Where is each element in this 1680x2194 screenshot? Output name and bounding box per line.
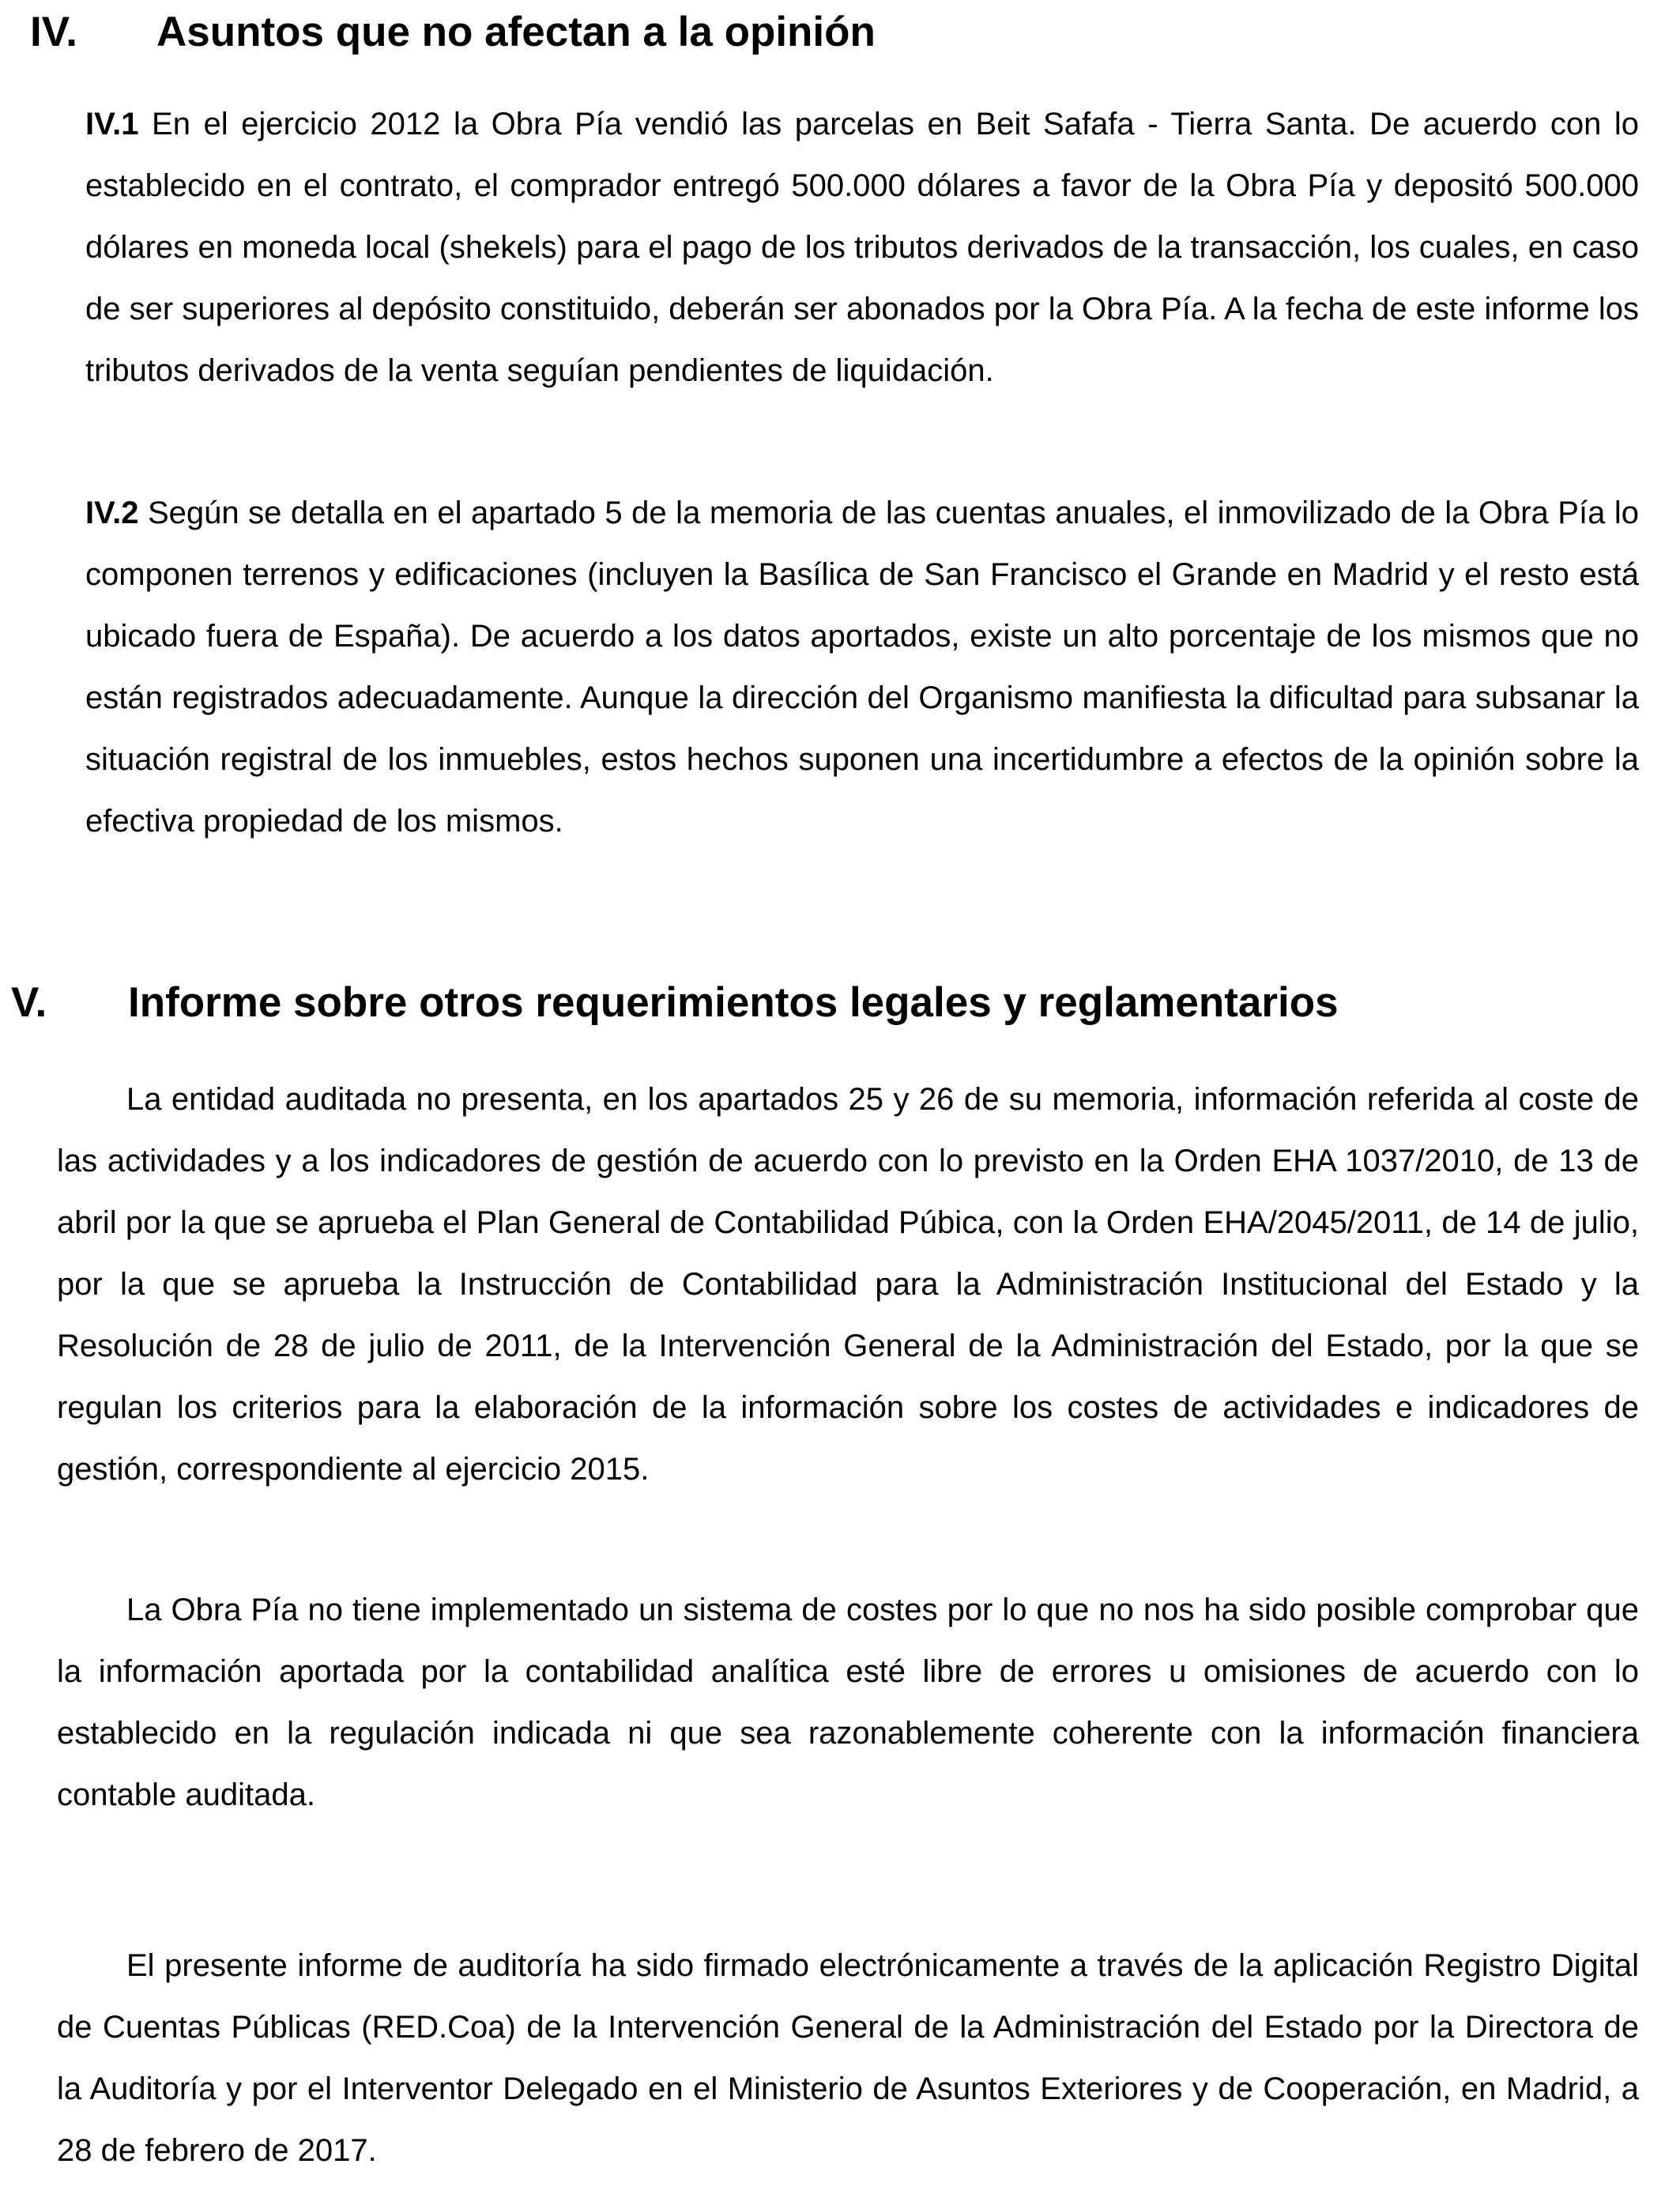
section-iv-item-1	[85, 93, 1639, 401]
item-text: En el ejercicio 2012 la Obra Pía vendió las parcelas en Beit Safafa - Tierra Santa. De acuerdo con lo establecido en el contrato, el comprador entregó 500.000 dólares a favor de la Obra Pía y depositó 500.000 dólares en moneda local (shekels) para el pago de los tributos derivados de la transacción, los cuales, en caso de ser superiores al depósito constituido, deberán ser abonados por la Obra Pía. A la fecha de este informe los tributos derivados de la venta seguían pendientes de liquidación.	[85, 107, 1639, 388]
section-v-heading	[11, 979, 1591, 1029]
item-text: Según se detalla en el apartado 5 de la memoria de las cuentas anuales, el inmovilizado de la Obra Pía lo componen terrenos y edificaciones (incluyen la Basílica de San Francisco el Grande en Madrid y el resto está ubicado fuera de España). De acuerdo a los datos aportados, existe un alto porcentaje de los mismos que no están registrados adecuadamente. Aunque la dirección del Organismo manifiesta la dificultad para subsanar la situación registral de los inmuebles, estos hechos suponen una incertidumbre a efectos de la opinión sobre la efectiva propiedad de los mismos.	[85, 496, 1639, 839]
item-label: IV.1	[85, 107, 139, 141]
section-v-title: Informe sobre otros requerimientos legales y reglamentarios	[128, 979, 1339, 1026]
section-iv-heading	[30, 11, 1373, 58]
section-iv-item-2	[85, 482, 1639, 852]
closing-paragraph: El presente informe de auditoría ha sido firmado electrónicamente a través de la aplicación Registro Digital de Cuentas Públicas (RED.Coa) de la Intervención General de la Administración del Estado por la Directora de la Auditoría y por el Interventor Delegado en el Ministerio de Asuntos Exteriores y de Cooperación, en Madrid, a 28 de febrero de 2017.	[57, 1948, 1639, 2168]
section-v-paragraph-2: La Obra Pía no tiene implementado un sistema de costes por lo que no nos ha sido posible comprobar que la información aportada por la contabilidad analítica esté libre de errores u omisiones de acuerdo con lo establecido en la regulación indicada ni que sea razonablemente coherente con la información financiera contable auditada.	[57, 1593, 1639, 1812]
item-label: IV.2	[85, 496, 139, 530]
section-v-paragraph-1: La entidad auditada no presenta, en los apartados 25 y 26 de su memoria, información referida al coste de las actividades y a los indicadores de gestión de acuerdo con lo previsto en la Orden EHA 1037/2010, de 13 de abril por la que se aprueba el Plan General de Contabilidad Púbica, con la Orden EHA/2045/2011, de 14 de julio, por la que se aprueba la Instrucción de Contabilidad para la Administración Institucional del Estado y la Resolución de 28 de julio de 2011, de la Intervención General de la Administración del Estado, por la que se regulan los criterios para la elaboración de la información sobre los costes de actividades e indicadores de gestión, correspondiente al ejercicio 2015.	[57, 1082, 1639, 1487]
section-v-number: V.	[11, 979, 47, 1026]
section-iv-title: Asuntos que no afectan a la opinión	[156, 9, 876, 55]
section-iv-number: IV.	[30, 9, 77, 55]
